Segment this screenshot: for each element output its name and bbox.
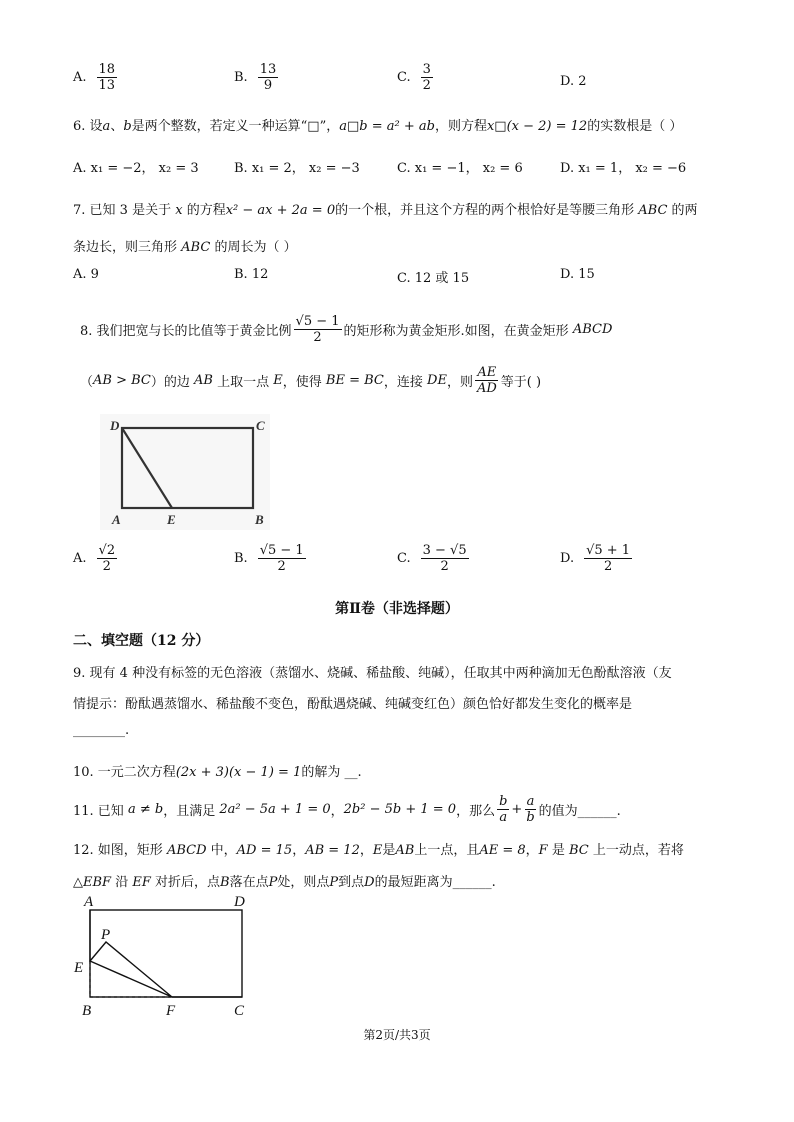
q6-option-d: D. x₁ = 1， x₂ = −6 bbox=[560, 161, 687, 176]
q7-option-a: A. 9 bbox=[73, 267, 99, 282]
folded-triangle-epf bbox=[90, 942, 172, 997]
q11-stem: 11. 已知 a ≠ b ，且满足 2a² − 5a + 1 = 0 ， 2b² − 5b + 1 = 0 ，那么 $\frac{b}{a}$ + $\frac{a}{b}$ 的值为______. bbox=[73, 794, 621, 825]
q8-option-c: C. $\frac{3 - √5}{2}$ bbox=[397, 543, 467, 574]
q8-stem-line2: （ AB > BC ）的边 AB 上取一点 E ，使得 BE = BC ，连接 DE ，则 $\frac{AE}{AD}$ 等于( ) bbox=[80, 365, 542, 396]
q5-option-d: D. 2 bbox=[560, 74, 587, 89]
q6-option-a: A. x₁ = −2， x₂ = 3 bbox=[73, 161, 199, 176]
q7-option-b: B. 12 bbox=[234, 267, 269, 282]
label-d: D bbox=[110, 418, 120, 433]
label-c: C bbox=[256, 418, 265, 433]
q9-line3: ________. bbox=[73, 723, 130, 738]
q5-option-c: C. $\frac{3}{2}$ bbox=[397, 62, 431, 93]
q8-option-d: D. $\frac{√5 + 1}{2}$ bbox=[560, 543, 631, 574]
q5-option-b-fraction: $\frac{13}{9}$ bbox=[259, 62, 277, 93]
q7-stem-line1: 7. 已知 3 是关于 x 的方程x² − ax + 2a = 0的一个根，并且这个方程的两个根恰好是等腰三角形 ABC 的两 bbox=[73, 203, 698, 218]
q12-stem-line2: △EBF 沿 EF 对折后，点B落在点P处，则点P到点D的最短距离为______. bbox=[73, 875, 496, 890]
q6-stem: 6. 设a、b是两个整数，若定义一种运算“□”，a□b = a² + ab，则方程x□(x − 2) = 12的实数根是（ ） bbox=[73, 119, 683, 134]
q8-stem-line1: 8. 我们把宽与长的比值等于黄金比例 $\frac{√5 - 1}{2}$ 的矩形称为黄金矩形.如图，在黄金矩形 ABCD bbox=[80, 314, 613, 345]
q10-stem: 10. 一元二次方程(2x + 3)(x − 1) = 1的解为 __. bbox=[73, 765, 362, 780]
q8-option-a: A. $\frac{√2}{2}$ bbox=[73, 543, 116, 574]
page-footer: 第2页/共3页 bbox=[363, 1028, 431, 1042]
label-f: F bbox=[166, 1003, 176, 1019]
q5-option-b: B. $\frac{13}{9}$ bbox=[234, 62, 277, 93]
q7-stem-line2: 条边长，则三角形 ABC 的周长为（ ） bbox=[73, 240, 297, 255]
q5-option-a: A. $\frac{18}{13}$ bbox=[73, 62, 116, 93]
label-p: P bbox=[101, 927, 111, 943]
label-e: E bbox=[167, 512, 176, 527]
fill-in-heading: 二、填空题（12 分） bbox=[73, 633, 210, 649]
q8-option-b: B. $\frac{√5 - 1}{2}$ bbox=[234, 543, 304, 574]
ae-over-ad-fraction: $\frac{AE}{AD}$ bbox=[476, 365, 497, 396]
label-b: B bbox=[255, 512, 264, 527]
q12-stem-line1: 12. 如图，矩形 ABCD 中，AD = 15，AB = 12，E是AB上一点，且AE = 8，F 是 BC 上一动点，若将 bbox=[73, 843, 684, 858]
rectangle-abcd bbox=[90, 910, 242, 997]
golden-ratio-fraction: $\frac{√5 - 1}{2}$ bbox=[295, 314, 340, 345]
label-a: A bbox=[112, 512, 121, 527]
label-e: E bbox=[74, 960, 84, 976]
label-b: B bbox=[82, 1003, 92, 1019]
figure-background bbox=[100, 414, 270, 530]
q6-option-c: C. x₁ = −1， x₂ = 6 bbox=[397, 161, 523, 176]
golden-rectangle-figure bbox=[100, 414, 270, 530]
section-title: 第Ⅱ卷（非选择题） bbox=[335, 601, 459, 617]
q9-line2: 情提示：酚酞遇蒸馏水、稀盐酸不变色，酚酞遇烧碱、纯碱变红色）颜色恰好都发生变化的概率是 bbox=[73, 697, 633, 712]
q6-option-b: B. x₁ = 2， x₂ = −3 bbox=[234, 161, 360, 176]
q9-line1: 9. 现有 4 种没有标签的无色溶液（蒸馏水、烧碱、稀盐酸、纯碱），任取其中两种滴加无色酚酞溶液（友 bbox=[73, 666, 672, 681]
q7-option-d: D. 15 bbox=[560, 267, 595, 282]
q5-option-a-fraction: $\frac{18}{13}$ bbox=[98, 62, 116, 93]
folded-rectangle-figure bbox=[70, 892, 260, 1020]
q7-option-c: C. 12 或 15 bbox=[397, 271, 470, 286]
label-c: C bbox=[234, 1003, 245, 1019]
label-d: D bbox=[234, 894, 245, 910]
label-a: A bbox=[84, 894, 94, 910]
q5-option-c-fraction: $\frac{3}{2}$ bbox=[422, 62, 431, 93]
